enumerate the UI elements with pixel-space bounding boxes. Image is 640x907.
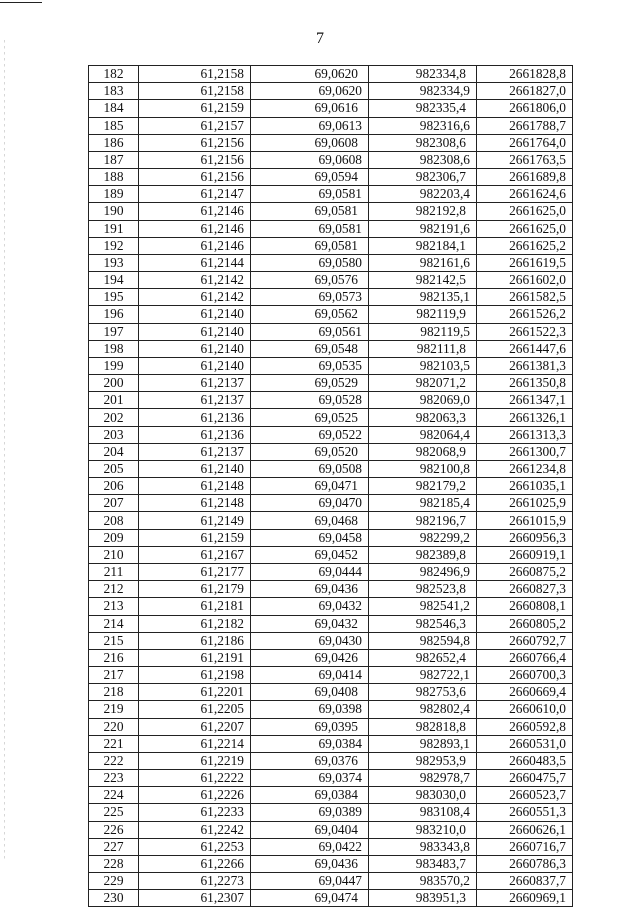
y-coordinate-cell: 2660551,3	[477, 804, 573, 821]
latitude-cell: 61,2214	[139, 735, 251, 752]
latitude-cell: 61,2140	[139, 323, 251, 340]
point-number-cell: 211	[89, 563, 139, 580]
point-number-cell: 183	[89, 83, 139, 100]
point-number-cell: 209	[89, 529, 139, 546]
latitude-cell: 61,2273	[139, 873, 251, 890]
y-coordinate-cell: 2660969,1	[477, 890, 573, 907]
x-coordinate-cell: 982063,3	[369, 409, 477, 426]
x-coordinate-cell: 982192,8	[369, 203, 477, 220]
point-number-cell: 210	[89, 546, 139, 563]
latitude-cell: 61,2159	[139, 529, 251, 546]
table-row	[89, 237, 573, 254]
latitude-cell: 61,2207	[139, 718, 251, 735]
y-coordinate-cell: 2660531,0	[477, 735, 573, 752]
longitude-cell: 69,0444	[251, 563, 369, 580]
longitude-cell: 69,0471	[251, 478, 369, 495]
page-number: 7	[316, 30, 324, 47]
table-row	[89, 254, 573, 271]
latitude-cell: 61,2222	[139, 770, 251, 787]
scan-corner-mark	[0, 2, 42, 3]
point-number-cell: 207	[89, 495, 139, 512]
point-number-cell: 205	[89, 460, 139, 477]
x-coordinate-cell: 982818,8	[369, 718, 477, 735]
point-number-cell: 213	[89, 598, 139, 615]
latitude-cell: 61,2140	[139, 340, 251, 357]
table-row	[89, 529, 573, 546]
latitude-cell: 61,2167	[139, 546, 251, 563]
point-number-cell: 204	[89, 443, 139, 460]
point-number-cell: 221	[89, 735, 139, 752]
x-coordinate-cell: 983570,2	[369, 873, 477, 890]
point-number-cell: 214	[89, 615, 139, 632]
point-number-cell: 212	[89, 581, 139, 598]
y-coordinate-cell: 2660766,4	[477, 649, 573, 666]
latitude-cell: 61,2157	[139, 117, 251, 134]
latitude-cell: 61,2205	[139, 701, 251, 718]
y-coordinate-cell: 2660716,7	[477, 838, 573, 855]
point-number-cell: 202	[89, 409, 139, 426]
longitude-cell: 69,0562	[251, 306, 369, 323]
latitude-cell: 61,2137	[139, 443, 251, 460]
y-coordinate-cell: 2660956,3	[477, 529, 573, 546]
table-row	[89, 151, 573, 168]
table-row	[89, 855, 573, 872]
longitude-cell: 69,0398	[251, 701, 369, 718]
longitude-cell: 69,0581	[251, 220, 369, 237]
latitude-cell: 61,2266	[139, 855, 251, 872]
longitude-cell: 69,0384	[251, 735, 369, 752]
latitude-cell: 61,2148	[139, 478, 251, 495]
longitude-cell: 69,0436	[251, 855, 369, 872]
y-coordinate-cell: 2660700,3	[477, 667, 573, 684]
x-coordinate-cell: 982179,2	[369, 478, 477, 495]
y-coordinate-cell: 2660786,3	[477, 855, 573, 872]
x-coordinate-cell: 982071,2	[369, 375, 477, 392]
table-row	[89, 375, 573, 392]
y-coordinate-cell: 2661326,1	[477, 409, 573, 426]
latitude-cell: 61,2146	[139, 203, 251, 220]
table-row	[89, 821, 573, 838]
longitude-cell: 69,0468	[251, 512, 369, 529]
point-number-cell: 219	[89, 701, 139, 718]
table-row	[89, 134, 573, 151]
latitude-cell: 61,2149	[139, 512, 251, 529]
longitude-cell: 69,0608	[251, 134, 369, 151]
longitude-cell: 69,0561	[251, 323, 369, 340]
y-coordinate-cell: 2661806,0	[477, 100, 573, 117]
latitude-cell: 61,2307	[139, 890, 251, 907]
latitude-cell: 61,2226	[139, 787, 251, 804]
latitude-cell: 61,2144	[139, 254, 251, 271]
table-row	[89, 684, 573, 701]
x-coordinate-cell: 982142,5	[369, 272, 477, 289]
table-row	[89, 701, 573, 718]
y-coordinate-cell: 2661602,0	[477, 272, 573, 289]
table-row	[89, 649, 573, 666]
y-coordinate-cell: 2661827,0	[477, 83, 573, 100]
longitude-cell: 69,0525	[251, 409, 369, 426]
y-coordinate-cell: 2661763,5	[477, 151, 573, 168]
x-coordinate-cell: 983951,3	[369, 890, 477, 907]
y-coordinate-cell: 2660626,1	[477, 821, 573, 838]
longitude-cell: 69,0404	[251, 821, 369, 838]
table-row	[89, 615, 573, 632]
x-coordinate-cell: 982308,6	[369, 134, 477, 151]
longitude-cell: 69,0616	[251, 100, 369, 117]
y-coordinate-cell: 2661619,5	[477, 254, 573, 271]
latitude-cell: 61,2137	[139, 392, 251, 409]
point-number-cell: 195	[89, 289, 139, 306]
x-coordinate-cell: 982722,1	[369, 667, 477, 684]
longitude-cell: 69,0508	[251, 460, 369, 477]
table-row	[89, 598, 573, 615]
longitude-cell: 69,0436	[251, 581, 369, 598]
longitude-cell: 69,0389	[251, 804, 369, 821]
latitude-cell: 61,2146	[139, 220, 251, 237]
latitude-cell: 61,2177	[139, 563, 251, 580]
y-coordinate-cell: 2660475,7	[477, 770, 573, 787]
latitude-cell: 61,2156	[139, 151, 251, 168]
longitude-cell: 69,0581	[251, 203, 369, 220]
x-coordinate-cell: 982191,6	[369, 220, 477, 237]
x-coordinate-cell: 982546,3	[369, 615, 477, 632]
x-coordinate-cell: 982316,6	[369, 117, 477, 134]
table-row	[89, 306, 573, 323]
point-number-cell: 216	[89, 649, 139, 666]
longitude-cell: 69,0529	[251, 375, 369, 392]
table-row	[89, 787, 573, 804]
x-coordinate-cell: 982064,4	[369, 426, 477, 443]
latitude-cell: 61,2148	[139, 495, 251, 512]
point-number-cell: 182	[89, 66, 139, 83]
latitude-cell: 61,2140	[139, 460, 251, 477]
y-coordinate-cell: 2661300,7	[477, 443, 573, 460]
longitude-cell: 69,0458	[251, 529, 369, 546]
table-row	[89, 100, 573, 117]
y-coordinate-cell: 2661526,2	[477, 306, 573, 323]
y-coordinate-cell: 2661447,6	[477, 340, 573, 357]
x-coordinate-cell: 982953,9	[369, 752, 477, 769]
y-coordinate-cell: 2661689,8	[477, 169, 573, 186]
y-coordinate-cell: 2661035,1	[477, 478, 573, 495]
longitude-cell: 69,0522	[251, 426, 369, 443]
longitude-cell: 69,0408	[251, 684, 369, 701]
point-number-cell: 187	[89, 151, 139, 168]
point-number-cell: 190	[89, 203, 139, 220]
latitude-cell: 61,2140	[139, 306, 251, 323]
point-number-cell: 229	[89, 873, 139, 890]
point-number-cell: 224	[89, 787, 139, 804]
longitude-cell: 69,0474	[251, 890, 369, 907]
y-coordinate-cell: 2661582,5	[477, 289, 573, 306]
longitude-cell: 69,0613	[251, 117, 369, 134]
table-row	[89, 220, 573, 237]
coordinates-table-body	[89, 66, 573, 907]
longitude-cell: 69,0452	[251, 546, 369, 563]
x-coordinate-cell: 982068,9	[369, 443, 477, 460]
table-row	[89, 804, 573, 821]
x-coordinate-cell: 982594,8	[369, 632, 477, 649]
latitude-cell: 61,2186	[139, 632, 251, 649]
y-coordinate-cell: 2661788,7	[477, 117, 573, 134]
table-row	[89, 890, 573, 907]
y-coordinate-cell: 2661764,0	[477, 134, 573, 151]
latitude-cell: 61,2201	[139, 684, 251, 701]
longitude-cell: 69,0620	[251, 83, 369, 100]
x-coordinate-cell: 982978,7	[369, 770, 477, 787]
longitude-cell: 69,0535	[251, 357, 369, 374]
y-coordinate-cell: 2660792,7	[477, 632, 573, 649]
point-number-cell: 189	[89, 186, 139, 203]
x-coordinate-cell: 982541,2	[369, 598, 477, 615]
longitude-cell: 69,0374	[251, 770, 369, 787]
point-number-cell: 217	[89, 667, 139, 684]
table-row	[89, 752, 573, 769]
table-row	[89, 426, 573, 443]
longitude-cell: 69,0608	[251, 151, 369, 168]
longitude-cell: 69,0432	[251, 598, 369, 615]
y-coordinate-cell: 2660837,7	[477, 873, 573, 890]
latitude-cell: 61,2136	[139, 426, 251, 443]
table-row	[89, 512, 573, 529]
point-number-cell: 225	[89, 804, 139, 821]
longitude-cell: 69,0520	[251, 443, 369, 460]
longitude-cell: 69,0432	[251, 615, 369, 632]
table-row	[89, 203, 573, 220]
table-row	[89, 563, 573, 580]
latitude-cell: 61,2159	[139, 100, 251, 117]
longitude-cell: 69,0430	[251, 632, 369, 649]
table-row	[89, 632, 573, 649]
longitude-cell: 69,0447	[251, 873, 369, 890]
point-number-cell: 228	[89, 855, 139, 872]
table-row	[89, 478, 573, 495]
longitude-cell: 69,0576	[251, 272, 369, 289]
longitude-cell: 69,0376	[251, 752, 369, 769]
table-row	[89, 169, 573, 186]
point-number-cell: 188	[89, 169, 139, 186]
table-row	[89, 323, 573, 340]
table-row	[89, 460, 573, 477]
y-coordinate-cell: 2660610,0	[477, 701, 573, 718]
x-coordinate-cell: 983030,0	[369, 787, 477, 804]
longitude-cell: 69,0426	[251, 649, 369, 666]
latitude-cell: 61,2253	[139, 838, 251, 855]
table-row	[89, 392, 573, 409]
x-coordinate-cell: 982069,0	[369, 392, 477, 409]
x-coordinate-cell: 982135,1	[369, 289, 477, 306]
point-number-cell: 215	[89, 632, 139, 649]
point-number-cell: 198	[89, 340, 139, 357]
table-row	[89, 66, 573, 83]
longitude-cell: 69,0620	[251, 66, 369, 83]
x-coordinate-cell: 982184,1	[369, 237, 477, 254]
table-row	[89, 718, 573, 735]
x-coordinate-cell: 983343,8	[369, 838, 477, 855]
y-coordinate-cell: 2661025,9	[477, 495, 573, 512]
longitude-cell: 69,0414	[251, 667, 369, 684]
point-number-cell: 185	[89, 117, 139, 134]
table-row	[89, 186, 573, 203]
point-number-cell: 218	[89, 684, 139, 701]
y-coordinate-cell: 2661828,8	[477, 66, 573, 83]
latitude-cell: 61,2140	[139, 357, 251, 374]
latitude-cell: 61,2182	[139, 615, 251, 632]
longitude-cell: 69,0470	[251, 495, 369, 512]
x-coordinate-cell: 982523,8	[369, 581, 477, 598]
longitude-cell: 69,0384	[251, 787, 369, 804]
x-coordinate-cell: 982389,8	[369, 546, 477, 563]
longitude-cell: 69,0422	[251, 838, 369, 855]
table-row	[89, 289, 573, 306]
latitude-cell: 61,2242	[139, 821, 251, 838]
x-coordinate-cell: 982652,4	[369, 649, 477, 666]
y-coordinate-cell: 2661625,0	[477, 203, 573, 220]
x-coordinate-cell: 982308,6	[369, 151, 477, 168]
point-number-cell: 200	[89, 375, 139, 392]
x-coordinate-cell: 982299,2	[369, 529, 477, 546]
point-number-cell: 220	[89, 718, 139, 735]
table-row	[89, 838, 573, 855]
x-coordinate-cell: 982111,8	[369, 340, 477, 357]
y-coordinate-cell: 2660827,3	[477, 581, 573, 598]
point-number-cell: 230	[89, 890, 139, 907]
point-number-cell: 201	[89, 392, 139, 409]
latitude-cell: 61,2158	[139, 83, 251, 100]
point-number-cell: 206	[89, 478, 139, 495]
y-coordinate-cell: 2661234,8	[477, 460, 573, 477]
table-row	[89, 873, 573, 890]
y-coordinate-cell: 2660483,5	[477, 752, 573, 769]
longitude-cell: 69,0395	[251, 718, 369, 735]
point-number-cell: 196	[89, 306, 139, 323]
y-coordinate-cell: 2660669,4	[477, 684, 573, 701]
y-coordinate-cell: 2661015,9	[477, 512, 573, 529]
y-coordinate-cell: 2661381,3	[477, 357, 573, 374]
latitude-cell: 61,2198	[139, 667, 251, 684]
latitude-cell: 61,2136	[139, 409, 251, 426]
point-number-cell: 208	[89, 512, 139, 529]
table-row	[89, 357, 573, 374]
table-row	[89, 409, 573, 426]
x-coordinate-cell: 982185,4	[369, 495, 477, 512]
x-coordinate-cell: 982753,6	[369, 684, 477, 701]
longitude-cell: 69,0580	[251, 254, 369, 271]
y-coordinate-cell: 2660808,1	[477, 598, 573, 615]
coordinates-table	[88, 65, 573, 907]
point-number-cell: 197	[89, 323, 139, 340]
y-coordinate-cell: 2661522,3	[477, 323, 573, 340]
y-coordinate-cell: 2660875,2	[477, 563, 573, 580]
x-coordinate-cell: 982802,4	[369, 701, 477, 718]
latitude-cell: 61,2191	[139, 649, 251, 666]
point-number-cell: 226	[89, 821, 139, 838]
y-coordinate-cell: 2661347,1	[477, 392, 573, 409]
point-number-cell: 222	[89, 752, 139, 769]
point-number-cell: 193	[89, 254, 139, 271]
table-row	[89, 581, 573, 598]
x-coordinate-cell: 982100,8	[369, 460, 477, 477]
table-row	[89, 770, 573, 787]
latitude-cell: 61,2233	[139, 804, 251, 821]
x-coordinate-cell: 982203,4	[369, 186, 477, 203]
latitude-cell: 61,2219	[139, 752, 251, 769]
x-coordinate-cell: 982196,7	[369, 512, 477, 529]
longitude-cell: 69,0528	[251, 392, 369, 409]
point-number-cell: 186	[89, 134, 139, 151]
x-coordinate-cell: 982496,9	[369, 563, 477, 580]
latitude-cell: 61,2156	[139, 169, 251, 186]
x-coordinate-cell: 982335,4	[369, 100, 477, 117]
x-coordinate-cell: 982334,9	[369, 83, 477, 100]
scan-edge-line	[4, 40, 5, 860]
table-row	[89, 117, 573, 134]
x-coordinate-cell: 982119,5	[369, 323, 477, 340]
y-coordinate-cell: 2661350,8	[477, 375, 573, 392]
table-row	[89, 340, 573, 357]
point-number-cell: 191	[89, 220, 139, 237]
longitude-cell: 69,0573	[251, 289, 369, 306]
latitude-cell: 61,2181	[139, 598, 251, 615]
y-coordinate-cell: 2660805,2	[477, 615, 573, 632]
point-number-cell: 199	[89, 357, 139, 374]
latitude-cell: 61,2142	[139, 289, 251, 306]
y-coordinate-cell: 2660592,8	[477, 718, 573, 735]
x-coordinate-cell: 983483,7	[369, 855, 477, 872]
x-coordinate-cell: 982893,1	[369, 735, 477, 752]
x-coordinate-cell: 982119,9	[369, 306, 477, 323]
y-coordinate-cell: 2661313,3	[477, 426, 573, 443]
latitude-cell: 61,2156	[139, 134, 251, 151]
y-coordinate-cell: 2661625,2	[477, 237, 573, 254]
x-coordinate-cell: 982334,8	[369, 66, 477, 83]
x-coordinate-cell: 983108,4	[369, 804, 477, 821]
longitude-cell: 69,0581	[251, 237, 369, 254]
latitude-cell: 61,2158	[139, 66, 251, 83]
x-coordinate-cell: 982103,5	[369, 357, 477, 374]
table-row	[89, 443, 573, 460]
latitude-cell: 61,2147	[139, 186, 251, 203]
x-coordinate-cell: 982306,7	[369, 169, 477, 186]
y-coordinate-cell: 2661625,0	[477, 220, 573, 237]
table-row	[89, 83, 573, 100]
latitude-cell: 61,2179	[139, 581, 251, 598]
point-number-cell: 192	[89, 237, 139, 254]
latitude-cell: 61,2146	[139, 237, 251, 254]
y-coordinate-cell: 2660523,7	[477, 787, 573, 804]
table-row	[89, 735, 573, 752]
point-number-cell: 184	[89, 100, 139, 117]
point-number-cell: 223	[89, 770, 139, 787]
y-coordinate-cell: 2661624,6	[477, 186, 573, 203]
longitude-cell: 69,0548	[251, 340, 369, 357]
point-number-cell: 227	[89, 838, 139, 855]
point-number-cell: 194	[89, 272, 139, 289]
longitude-cell: 69,0581	[251, 186, 369, 203]
y-coordinate-cell: 2660919,1	[477, 546, 573, 563]
x-coordinate-cell: 983210,0	[369, 821, 477, 838]
latitude-cell: 61,2137	[139, 375, 251, 392]
table-row	[89, 495, 573, 512]
table-row	[89, 546, 573, 563]
point-number-cell: 203	[89, 426, 139, 443]
table-row	[89, 667, 573, 684]
latitude-cell: 61,2142	[139, 272, 251, 289]
longitude-cell: 69,0594	[251, 169, 369, 186]
x-coordinate-cell: 982161,6	[369, 254, 477, 271]
table-row	[89, 272, 573, 289]
